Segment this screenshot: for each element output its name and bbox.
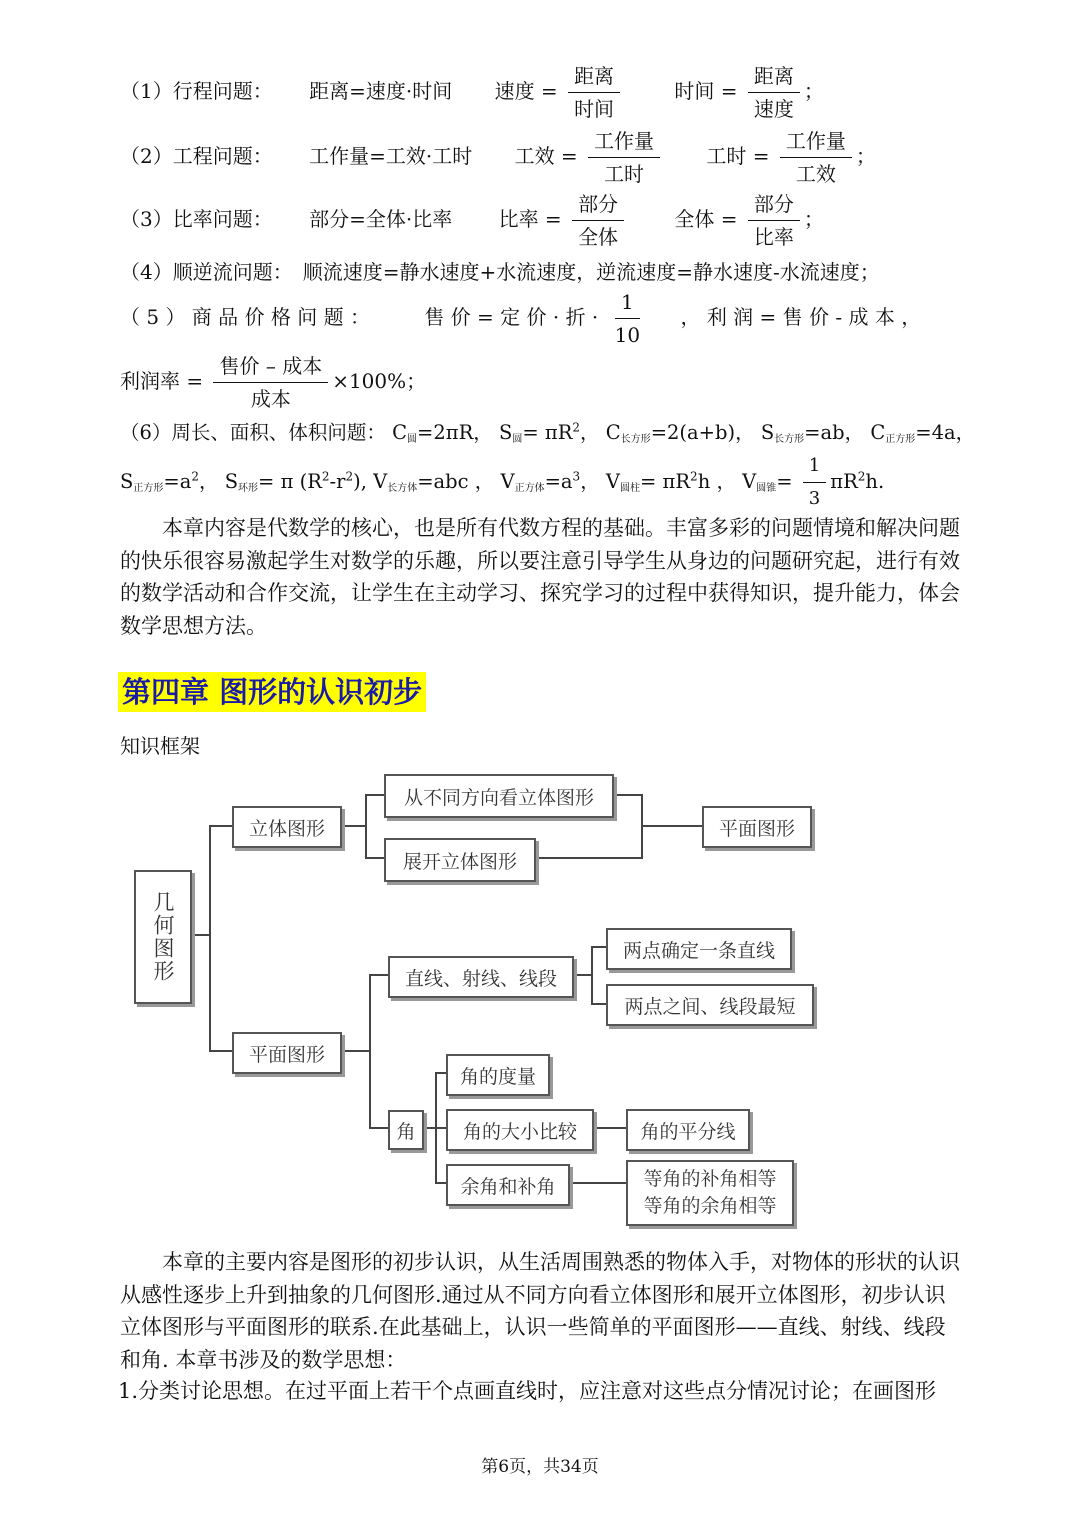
paragraph-chapter-intro: 本章的主要内容是图形的初步认识，从生活周围熟悉的物体入手，对物体的形状的认识从感性逐步上升到抽象的几何图形.通过从不同方向看立体图形和展开立体图形，初步认识立体图形与平面图形的联系.在此基础上，认识一些简单的平面图形——直线、射线、线段和角. 本章书涉及的数学思想：	[120, 1250, 960, 1372]
superscript: 2	[690, 469, 698, 484]
formula-text: -r	[329, 470, 346, 493]
denominator: 时间	[574, 97, 615, 121]
node-unfold: 展开立体图形	[384, 838, 536, 882]
formula-text: 工效 =	[514, 144, 578, 168]
connector-angle-comp	[436, 1128, 446, 1183]
denominator: 速度	[753, 97, 794, 121]
formula-text: C	[605, 421, 621, 444]
connector-root-plane	[210, 935, 232, 1051]
connector-root-solid	[190, 826, 232, 935]
superscript: 2	[191, 469, 199, 484]
node-plane: 平面图形	[232, 1032, 342, 1074]
node-lines: 直线、射线、线段	[388, 956, 574, 998]
formula-label: （3）比率问题：	[120, 207, 273, 231]
formula-text: = π (R	[258, 470, 322, 493]
formula-text: ),	[353, 470, 367, 493]
formula-text: 工作量=工效·工时	[309, 144, 473, 168]
numerator: 1	[615, 288, 640, 319]
formula-text: ，	[198, 470, 219, 493]
node-bisector: 角的平分线	[626, 1109, 750, 1151]
formula-text: S	[760, 421, 775, 444]
numerator: 售价 – 成本	[213, 352, 328, 383]
formula-text: ；	[855, 144, 876, 168]
numerator: 1	[803, 452, 826, 483]
formula-text: V	[605, 470, 620, 493]
denominator: 工时	[604, 162, 645, 186]
formula-label: （ 5 ） 商 品 价 格 问 题 ：	[120, 305, 370, 329]
formula-text: 距离=速度·时间	[309, 79, 453, 103]
connector-solid-view	[340, 795, 384, 826]
superscript: 2	[345, 469, 354, 484]
node-measure: 角的度量	[446, 1054, 550, 1096]
subscript: 圆	[512, 434, 523, 445]
subscript: 长方形	[774, 434, 805, 445]
paragraph-summary: 本章内容是代数学的核心，也是所有代数方程的基础。丰富多彩的问题情境和解决问题的快乐很容易激起学生对数学的乐趣，所以要注意引导学生从身边的问题研究起，进行有效的数学活动和合作交流，让学生在主动学习、探究学习的过程中获得知识，提升能力，体会数学思想方法。	[120, 516, 960, 638]
formula-text: 利润率 =	[120, 369, 204, 393]
formula-text: 比率 =	[498, 207, 562, 231]
formula-text: = πR	[640, 470, 691, 493]
formula-text: V	[500, 470, 515, 493]
subscript: 圆	[407, 434, 418, 445]
formula-text: S	[120, 470, 134, 493]
subscript: 正方形	[885, 434, 916, 445]
formula-text: V	[373, 470, 388, 493]
subscript: 长方形	[620, 434, 651, 445]
node-equals	[626, 1160, 794, 1226]
formula-text: =ab，	[804, 421, 865, 444]
formula-text: =	[776, 470, 793, 493]
formula-text: ×100%；	[332, 369, 427, 393]
formula-text: =2πR，	[417, 421, 493, 444]
framework-label: 知识框架	[120, 734, 200, 758]
paragraph-math-thought: 1.分类讨论思想。在过平面上若干个点画直线时，应注意对这些点分情况讨论；在画图形	[118, 1379, 937, 1403]
subscript: 环形	[238, 483, 259, 494]
numerator: 距离	[568, 62, 620, 93]
formula-text: =a	[544, 470, 573, 493]
connector-plane-angle	[370, 1051, 388, 1128]
numerator: 工作量	[588, 127, 660, 158]
node-equals-line1: 等角的补角相等	[643, 1168, 777, 1190]
denominator: 比率	[753, 225, 794, 249]
node-plane-right: 平面图形	[702, 806, 812, 848]
formula-text: =4a，	[915, 421, 976, 444]
superscript: 2	[857, 469, 866, 484]
formula-text: = πR	[522, 421, 573, 444]
formula-text: ， 利 润 = 售 价 - 成 本 ，	[680, 305, 922, 329]
formula-text: 部分=全体·比率	[309, 207, 453, 231]
formula-text: ；	[803, 207, 824, 231]
denominator: 10	[614, 323, 641, 347]
formula-text: ；	[803, 79, 824, 103]
subscript: 长方体	[387, 483, 418, 494]
formula-text: C	[870, 421, 886, 444]
numerator: 工作量	[780, 127, 852, 158]
node-view: 从不同方向看立体图形	[384, 774, 614, 818]
formula-text: 速度 =	[494, 79, 558, 103]
formula-text: =a	[163, 470, 192, 493]
denominator: 全体	[578, 225, 619, 249]
formula-label: （6）周长、面积、体积问题：	[120, 421, 386, 444]
formula-text: h.	[865, 470, 885, 493]
connector-angle-measure	[422, 1073, 446, 1128]
formula-text: 时间 =	[674, 79, 738, 103]
formula-line-4: （4）顺逆流问题： 顺流速度=静水速度+水流速度，逆流速度=静水速度-水流速度；	[120, 260, 880, 284]
formula-text: =abc ，	[417, 470, 495, 493]
node-comp: 余角和补角	[446, 1164, 570, 1206]
superscript: 2	[321, 469, 330, 484]
node-two-points-line: 两点确定一条直线	[606, 928, 792, 970]
connector-solid-unfold	[366, 826, 384, 858]
denominator: 工效	[795, 162, 836, 186]
formula-label: （2）工程问题：	[120, 144, 273, 168]
formula-text: S	[224, 470, 239, 493]
page-footer: 第6页，共34页	[481, 1457, 599, 1477]
formula-text: C	[392, 421, 408, 444]
formula-text: ，	[580, 470, 600, 493]
superscript: 2	[572, 420, 581, 435]
node-equals-line2: 等角的余角相等	[643, 1195, 777, 1217]
formula-text: πR	[830, 470, 858, 493]
node-solid: 立体图形	[232, 806, 342, 848]
chapter-title: 第四章 图形的认识初步	[118, 672, 426, 712]
subscript: 正方形	[133, 483, 164, 494]
node-compare: 角的大小比较	[446, 1109, 594, 1151]
formula-text: 售 价 = 定 价 · 折 ·	[424, 305, 599, 329]
node-root: 几何图形	[134, 870, 192, 1004]
subscript: 圆锥	[756, 483, 777, 494]
formula-text: h ，	[697, 470, 736, 493]
subscript: 圆柱	[620, 483, 640, 494]
numerator: 部分	[748, 190, 800, 221]
superscript: 3	[572, 469, 581, 484]
connector-lines-a	[572, 947, 606, 975]
denominator: 3	[808, 488, 821, 509]
connector-lines-b	[592, 975, 606, 1004]
formula-label: （1）行程问题：	[120, 79, 273, 103]
node-shortest: 两点之间、线段最短	[606, 984, 814, 1026]
denominator: 成本	[250, 387, 291, 411]
formula-text: S	[499, 421, 513, 444]
formula-text: =2(a+b)，	[650, 421, 755, 444]
subscript: 正方体	[514, 483, 545, 494]
formula-text: ，	[580, 421, 600, 444]
numerator: 距离	[748, 62, 800, 93]
connector-plane-lines	[340, 975, 388, 1051]
formula-text: V	[742, 470, 757, 493]
formula-text: 全体 =	[674, 207, 738, 231]
numerator: 部分	[572, 190, 624, 221]
formula-text: 工时 =	[706, 144, 770, 168]
node-angle: 角	[388, 1110, 424, 1150]
